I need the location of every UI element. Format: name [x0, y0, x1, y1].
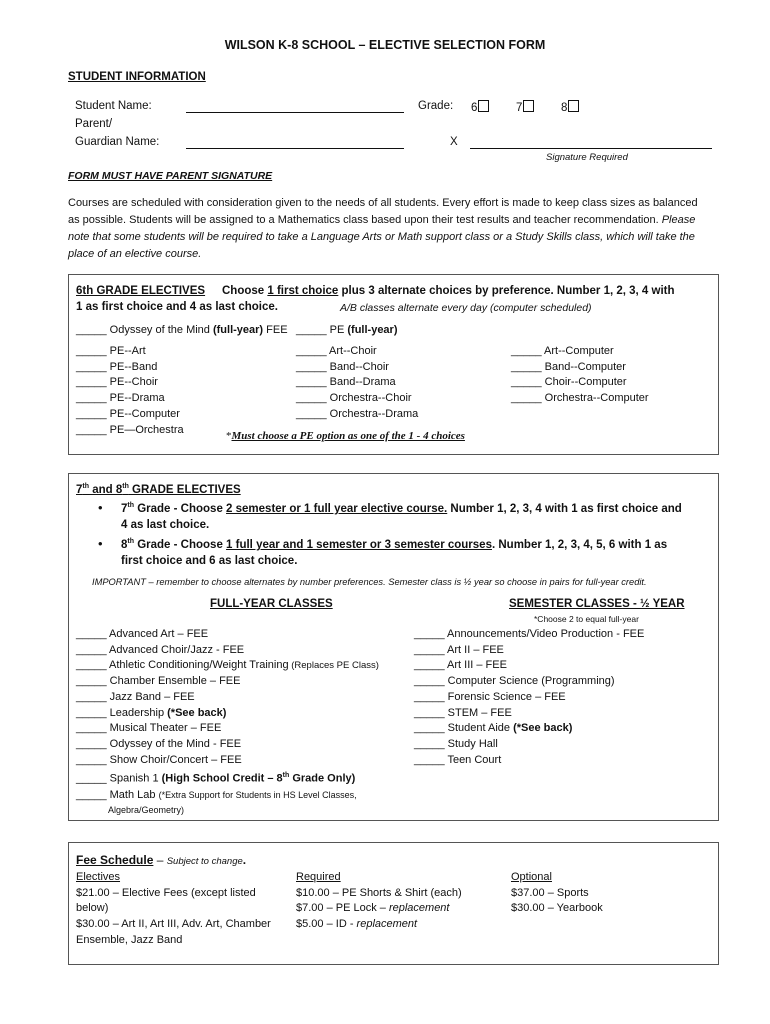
list-item: $30.00 – Art II, Art III, Adv. Art, Chamber	[76, 918, 271, 931]
grade-option-7[interactable]	[516, 100, 534, 114]
id-replacement: replacement	[356, 918, 418, 931]
grade6-instr-post: plus 3 alternate choices by preference. Number 1, 2, 3, 4 with	[338, 285, 675, 297]
b7-post: Number 1, 2, 3, 4 with 1 as first choice and	[447, 502, 682, 515]
list-item: $21.00 – Elective Fees (except listed	[76, 886, 256, 899]
pe-option-note	[226, 430, 465, 442]
list-item[interactable]: _____ Art--Computer	[511, 345, 614, 357]
signature-required-note: Signature Required	[546, 152, 628, 163]
fee-optional-heading: Optional	[511, 871, 552, 883]
h-and: and 8	[89, 483, 123, 496]
pe-lock-replacement: replacement	[388, 902, 450, 915]
h-7: 7	[76, 483, 83, 496]
spanish-note-th: th	[282, 772, 290, 780]
list-item[interactable]: _____ Computer Science (Programming)	[414, 675, 615, 688]
pe-note-text: Must choose a PE option as one of the 1 - 4 choices	[231, 430, 465, 442]
b8-post: . Number 1, 2, 3, 4, 5, 6 with 1 as	[491, 538, 668, 551]
list-item[interactable]: _____ PE--Drama	[76, 392, 165, 405]
h-rest: GRADE ELECTIVES	[128, 483, 241, 496]
ab-classes-note: A/B classes alternate every day (computer scheduled)	[340, 302, 592, 314]
athletic-label: _____ Athletic Conditioning/Weight Training	[76, 659, 289, 672]
odyssey-fullyear-option[interactable]	[76, 324, 288, 336]
fee-dash: –	[153, 853, 167, 867]
grade-7-checkbox[interactable]	[523, 100, 534, 112]
b8-mid: Grade - Choose	[134, 538, 227, 551]
semester-list	[414, 627, 644, 768]
fee-required-column	[296, 870, 462, 933]
list-item	[296, 917, 462, 933]
fee-schedule-heading-line	[76, 853, 246, 867]
fee-period: .	[242, 853, 247, 867]
parent-label: Parent/	[75, 118, 113, 130]
spanish-label: _____ Spanish 1	[76, 772, 162, 785]
student-aide-label: _____ Student Aide	[414, 722, 514, 735]
list-item[interactable]: _____ PE--Choir	[76, 376, 158, 389]
id-label: $5.00 – ID -	[296, 918, 357, 931]
bullet-icon: •	[98, 536, 103, 551]
list-item[interactable]: _____ Forensic Science – FEE	[414, 690, 566, 703]
list-item: below)	[76, 902, 109, 915]
b8-th: th	[127, 538, 135, 545]
spanish-note-post: Grade Only)	[289, 772, 356, 785]
grade6-col1	[76, 344, 184, 438]
list-item[interactable]: _____ Advanced Art – FEE	[76, 628, 209, 640]
list-item[interactable]: _____ Show Choir/Concert – FEE	[76, 753, 242, 766]
guardian-name-field[interactable]	[186, 136, 404, 149]
mathlab-note-line2: Algebra/Geometry)	[108, 805, 185, 816]
list-item[interactable]: _____ Art III – FEE	[414, 659, 507, 672]
grade-6-checkbox[interactable]	[478, 100, 489, 112]
fullyear-list	[76, 627, 379, 819]
list-item[interactable]: _____ Orchestra--Drama	[296, 407, 419, 420]
grade6-instructions-line2: 1 as first choice and 4 as last choice.	[76, 301, 278, 313]
grade7-instructions	[121, 502, 682, 515]
important-note: IMPORTANT – remember to choose alternates by number preferences. Semester class is ½ year so choose in pairs for full-year credit.	[92, 577, 647, 587]
odyssey-fullyear: (full-year)	[212, 324, 264, 336]
list-item: $10.00 – PE Shorts & Shirt (each)	[296, 886, 462, 899]
list-item[interactable]: _____ Band--Computer	[511, 360, 626, 373]
intro-text: Courses are scheduled with consideration given to the needs of all students. Every effort is made to keep class sizes as balanced as possible. Students will be assigned to a Mathematics class based upon their test results and teacher recommendation.	[68, 197, 698, 226]
mathlab-note: (*Extra Support for Students in HS Level Classes,	[158, 789, 357, 800]
fee-required-heading: Required	[296, 871, 341, 883]
list-item[interactable]: _____ Announcements/Video Production - FEE	[414, 628, 645, 640]
fee-optional-column	[511, 870, 603, 917]
list-item[interactable]: _____ Musical Theater – FEE	[76, 722, 222, 735]
student-name-field[interactable]	[186, 100, 404, 113]
student-name-label: Student Name:	[75, 100, 152, 112]
list-item[interactable]	[76, 658, 379, 674]
athletic-note: (Replaces PE Class)	[288, 660, 379, 672]
mathlab-label: _____ Math Lab	[76, 788, 159, 801]
list-item[interactable]: _____ Art--Choir	[296, 345, 377, 357]
parent-signature-note: FORM MUST HAVE PARENT SIGNATURE	[68, 170, 273, 182]
bullet-icon: •	[98, 500, 103, 515]
odyssey-label: _____ Odyssey of the Mind	[76, 324, 213, 336]
list-item[interactable]	[76, 706, 379, 722]
grade8-instructions	[121, 538, 667, 551]
list-item[interactable]: _____ STEM – FEE	[414, 706, 512, 719]
spanish-note: (High School Credit – 8	[161, 772, 283, 785]
semester-note: *Choose 2 to equal full-year	[534, 614, 639, 624]
student-aide-note: (*See back)	[513, 722, 573, 735]
b8-underline: 1 full year and 1 semester or 3 semester courses	[226, 538, 492, 551]
list-item[interactable]	[414, 721, 644, 737]
list-item[interactable]: _____ PE—Orchestra	[76, 423, 184, 436]
signature-x: X	[450, 136, 458, 148]
grade6-col3	[511, 344, 649, 407]
grade6-instr-underline: 1 first choice	[267, 285, 339, 297]
grade-7-label: 7	[516, 102, 523, 114]
list-item: $37.00 – Sports	[511, 886, 589, 899]
intro-italic-text: Please note that some students will be required to take a Language Arts or Math support class or a Study Skills class, which will take the place of an elective course.	[68, 214, 696, 260]
grade-8-checkbox[interactable]	[568, 100, 579, 112]
grade-label: Grade:	[418, 100, 454, 112]
semester-heading: SEMESTER CLASSES - ½ YEAR	[509, 598, 685, 610]
fullyear-heading: FULL-YEAR CLASSES	[210, 598, 333, 610]
fee-subject-to-change: Subject to change	[166, 856, 243, 867]
grade6-heading-line	[76, 285, 205, 297]
fee-electives-column	[76, 870, 271, 949]
grade6-heading: 6th GRADE ELECTIVES	[76, 285, 206, 297]
list-item[interactable]	[76, 788, 379, 804]
pe-fullyear-option[interactable]	[296, 324, 398, 336]
grade6-instructions	[222, 285, 675, 297]
fee-electives-heading: Electives	[76, 871, 121, 883]
fee-schedule-heading: Fee Schedule	[76, 853, 154, 867]
list-item[interactable]: _____ Band--Drama	[296, 376, 396, 389]
b7-th: th	[127, 502, 135, 509]
list-item[interactable]: _____ PE--Band	[76, 360, 158, 373]
guardian-name-label: Guardian Name:	[75, 136, 160, 148]
list-item[interactable]: _____ Band--Choir	[296, 360, 389, 373]
grade-option-8[interactable]	[561, 100, 579, 114]
b8-pre: 8	[121, 538, 128, 551]
list-item[interactable]: _____ Study Hall	[414, 737, 498, 750]
grade-option-6[interactable]	[471, 100, 489, 114]
pe-fullyear: (full-year)	[347, 324, 398, 336]
h-th2: th	[122, 483, 129, 490]
intro-paragraph	[68, 195, 708, 263]
pe-lock-label: $7.00 – PE Lock –	[296, 902, 389, 915]
list-item: Ensemble, Jazz Band	[76, 933, 183, 946]
list-item[interactable]: _____ Choir--Computer	[511, 376, 627, 389]
grade-6-label: 6	[471, 102, 478, 114]
grade78-heading	[76, 483, 241, 496]
odyssey-fee: FEE	[263, 324, 288, 336]
b7-mid: Grade - Choose	[134, 502, 227, 515]
list-item[interactable]: _____ Advanced Choir/Jazz - FEE	[76, 643, 245, 656]
grade6-instr-pre: Choose	[222, 285, 268, 297]
list-item[interactable]: _____ PE--Computer	[76, 407, 180, 420]
grade6-col2	[296, 344, 418, 423]
list-item[interactable]: _____ Art II – FEE	[414, 643, 504, 656]
pe-label: _____ PE	[296, 324, 348, 336]
list-item[interactable]: _____ Orchestra--Choir	[296, 392, 412, 405]
list-item[interactable]: _____ Jazz Band – FEE	[76, 690, 195, 703]
list-item[interactable]: _____ Chamber Ensemble – FEE	[76, 675, 241, 688]
leadership-label: _____ Leadership	[76, 706, 168, 719]
list-item[interactable]	[76, 768, 379, 787]
grade7-instructions-line2: 4 as last choice.	[121, 519, 210, 531]
list-item[interactable]: _____ Orchestra--Computer	[511, 392, 649, 405]
b7-underline: 2 semester or 1 full year elective course.	[226, 502, 448, 515]
pe-note-star: *	[226, 430, 232, 442]
list-item[interactable]: _____ Odyssey of the Mind - FEE	[76, 737, 242, 750]
grade-8-label: 8	[561, 102, 568, 114]
list-item[interactable]: _____ Teen Court	[414, 753, 502, 766]
student-info-heading: STUDENT INFORMATION	[68, 71, 206, 83]
list-item: $30.00 – Yearbook	[511, 902, 603, 915]
h-th1: th	[82, 483, 90, 490]
signature-field[interactable]	[470, 136, 712, 149]
list-item[interactable]: _____ PE--Art	[76, 345, 146, 357]
grade8-instructions-line2: first choice and 6 as last choice.	[121, 555, 298, 567]
leadership-note: (*See back)	[167, 706, 227, 719]
b7-pre: 7	[121, 502, 128, 515]
list-item	[296, 901, 462, 917]
form-title: WILSON K-8 SCHOOL – ELECTIVE SELECTION FORM	[224, 38, 546, 52]
